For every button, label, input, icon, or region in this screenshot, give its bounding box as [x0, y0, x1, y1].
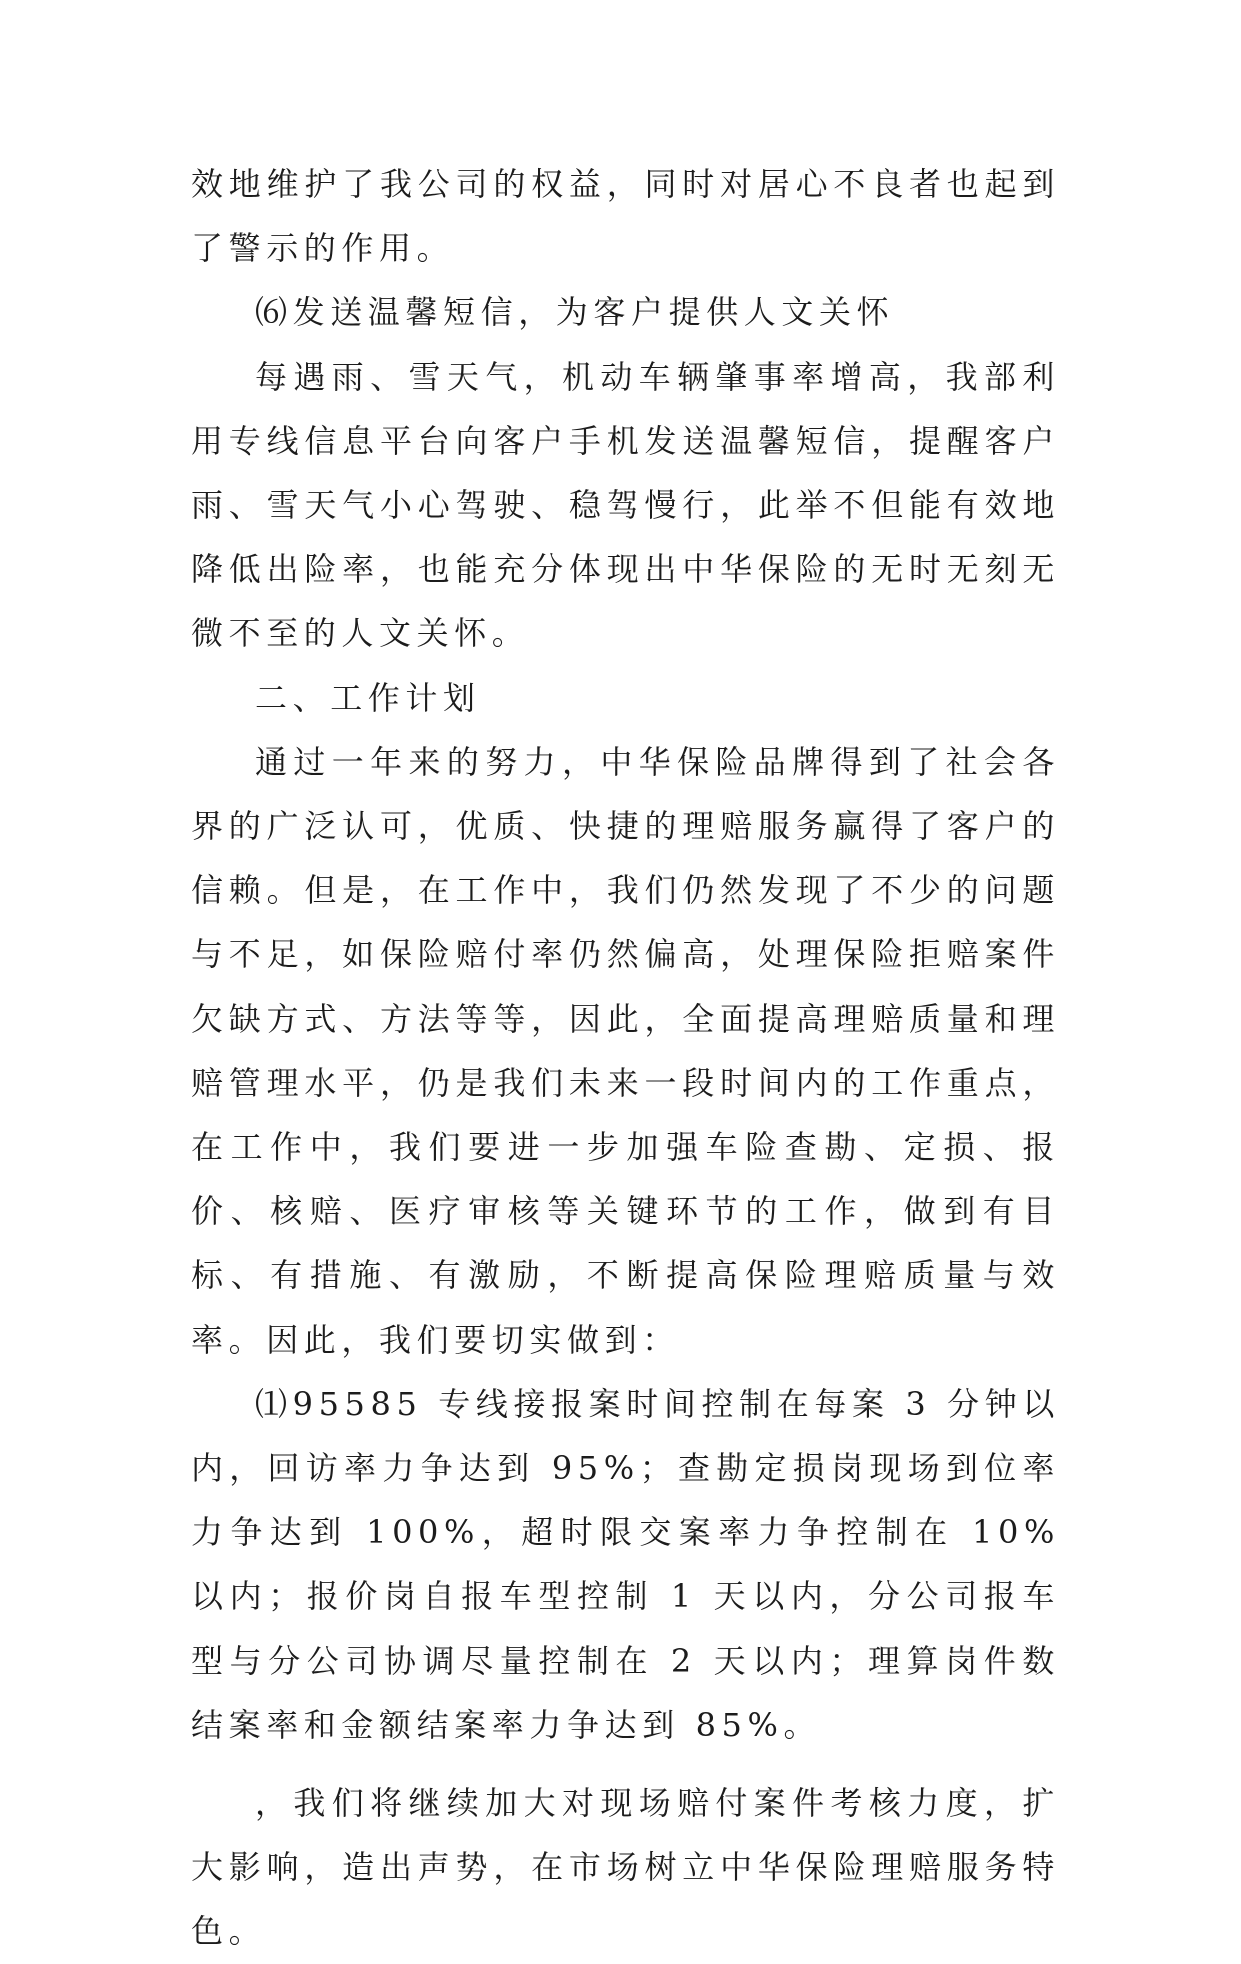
paragraph-plan-item-2: ，我们将继续加大对现场赔付案件考核力度，扩大影响，造出声势，在市场树立中华保险理赔服务特色。 — [191, 1784, 1060, 1951]
paragraph-continuation: 效地维护了我公司的权益，同时对居心不良者也起到了警示的作用。 — [191, 165, 1060, 268]
section-heading-work-plan: 二、工作计划 — [255, 678, 481, 717]
paragraph-plan-item-1: ⑴95585 专线接报案时间控制在每案 3 分钟以内，回访率力争达到 95%；查勘定损岗现场到位率力争达到 100%，超时限交案率力争控制在 10%以内；报价岗自报车型控制 1 天以内，分公司报车型与分公司协调尽量控制在 2 天以内；理算岗件数结案率和金额结案率力争达到 85%。 — [191, 1384, 1060, 1744]
subheading-warm-sms: ⑹发送温馨短信，为客户提供人文关怀 — [255, 293, 895, 332]
document-body — [191, 152, 1060, 1964]
paragraph-work-plan: 通过一年来的努力，中华保险品牌得到了社会各界的广泛认可，优质、快捷的理赔服务赢得了客户的信赖。但是，在工作中，我们仍然发现了不少的问题与不足，如保险赔付率仍然偏高，处理保险拒赔案件欠缺方式、方法等等，因此，全面提高理赔质量和理赔管理水平，仍是我们未来一段时间内的工作重点，在工作中，我们要进一步加强车险查勘、定损、报价、核赔、医疗审核等关键环节的工作，做到有目标、有措施、有激励，不断提高保险理赔质量与效率。因此，我们要切实做到： — [191, 742, 1060, 1359]
paragraph-warm-sms: 每遇雨、雪天气，机动车辆肇事率增高，我部利用专线信息平台向客户手机发送温馨短信，提醒客户雨、雪天气小心驾驶、稳驾慢行，此举不但能有效地降低出险率，也能充分体现出中华保险的无时无刻无微不至的人文关怀。 — [191, 357, 1060, 653]
